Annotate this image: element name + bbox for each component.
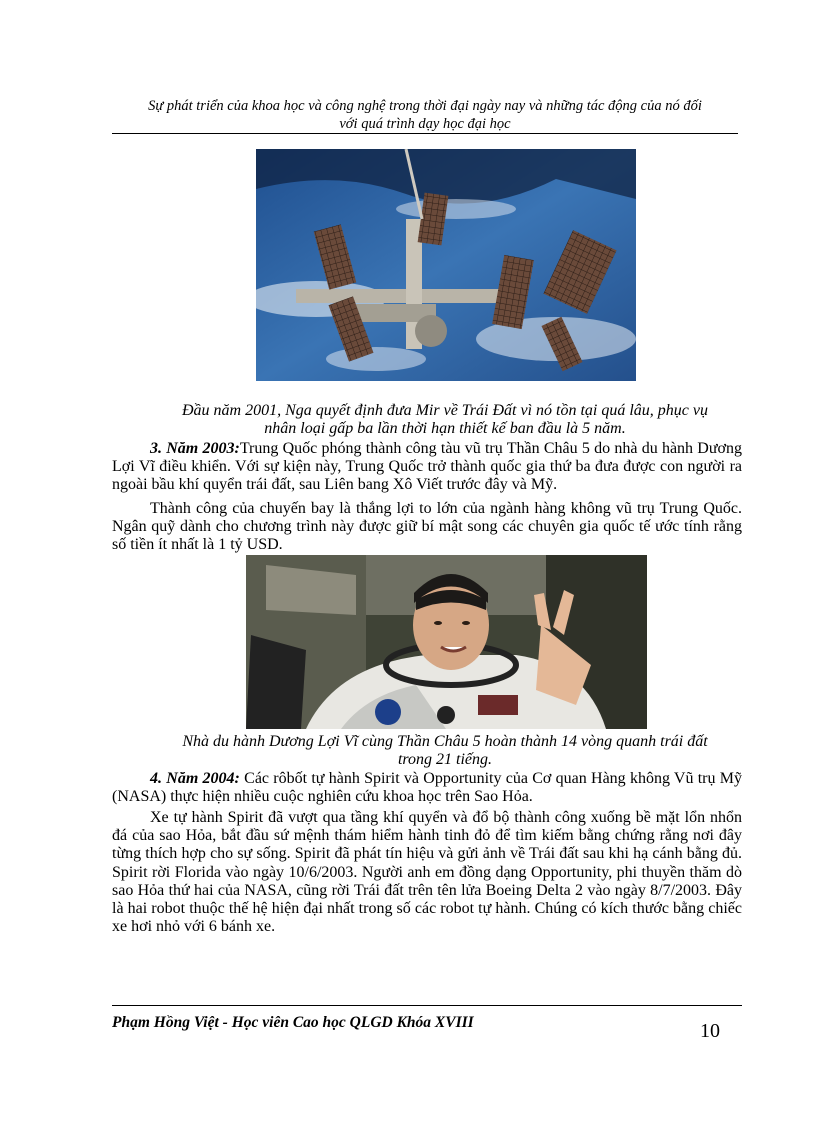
page-number: 10	[700, 1020, 720, 1042]
section-4-para2-text: Xe tự hành Spirit đã vượt qua tầng khí quyển và đổ bộ thành công xuống bề mặt lổn nhổn đá của sao Hỏa, bắt đầu sứ mệnh thám hiểm hành tinh đỏ để tìm kiếm bằng chứng rằng nơi đây từng thích hợp cho sự sống. Spirit đã phát tín hiệu và gửi ảnh về Trái đất sau khi hạ cánh bằng đủ. Spirit rời Florida vào ngày 10/6/2003. Người anh em đồng dạng Opportunity, phi thuyền thăm dò sao Hỏa thứ hai của NASA, cũng rời Trái đất trên tên lửa Boeing Delta 2 vào ngày 8/7/2003. Đây là hai robot thuộc thế hệ hiện đại nhất trong số các robot tự hành. Chúng có kích thước bằng chiếc xe hơi nhỏ với 6 bánh xe.	[112, 809, 742, 936]
section-4-text: Các rôbốt tự hành Spirit và Opportunity của Cơ quan Hàng không Vũ trụ Mỹ (NASA) thực hiện nhiều cuộc nghiên cứu khoa học trên Sao Hỏa.	[112, 770, 743, 806]
figure-1-caption-line-2: nhân loại gấp ba lần thời hạn thiết kế ban đầu là 5 năm.	[264, 420, 626, 437]
astronaut-illustration	[246, 555, 647, 729]
section-3-paragraph-2	[112, 500, 742, 555]
figure-2-caption-line-1: Nhà du hành Dương Lợi Vĩ cùng Thần Châu 5 hoàn thành 14 vòng quanh trái đất	[182, 733, 708, 750]
mir-station-illustration	[256, 149, 636, 381]
section-4-heading: 4. Năm 2004:	[150, 770, 240, 787]
section-3-heading: 3. Năm 2003:	[150, 440, 240, 457]
astronaut-photo	[246, 555, 647, 729]
figure-2-caption-line-2: trong 21 tiếng.	[397, 751, 493, 768]
header-line-2: với quá trình dạy học đại học	[339, 116, 511, 132]
figure-1-caption	[150, 402, 740, 438]
figure-1-caption-line-1: Đầu năm 2001, Nga quyết định đưa Mir về Trái Đất vì nó tồn tại quá lâu, phục vụ	[181, 402, 709, 419]
mir-station-photo	[256, 149, 636, 381]
footer-rule	[112, 1005, 742, 1006]
running-header	[112, 97, 738, 133]
section-4-paragraph-2	[112, 809, 742, 936]
figure-2-caption	[150, 733, 740, 769]
section-3-para2-text: Thành công của chuyến bay là thắng lợi to lớn của ngành hàng không vũ trụ Trung Quốc. Ngân quỹ dành cho chương trình này được giữ bí mật song các chuyên gia quốc tế ước tính rằng số tiền ít nhất là 1 tỷ USD.	[112, 500, 742, 554]
section-3-text: Trung Quốc phóng thành công tàu vũ trụ Thần Châu 5 do nhà du hành Dương Lợi Vĩ điều khiển. Với sự kiện này, Trung Quốc trở thành quốc gia thứ ba đưa được con người ra ngoài bầu khí quyển trái đất, sau Liên bang Xô Viết trước đây và Mỹ.	[112, 440, 742, 494]
section-3-paragraph	[112, 440, 742, 495]
header-line-1: Sự phát triển của khoa học và công nghệ trong thời đại ngày nay và những tác động của nó đối	[148, 98, 702, 114]
section-4-paragraph	[112, 770, 742, 806]
footer-author: Phạm Hồng Việt - Học viên Cao học QLGD Khóa XVIII	[112, 1014, 474, 1031]
header-rule	[112, 133, 738, 134]
